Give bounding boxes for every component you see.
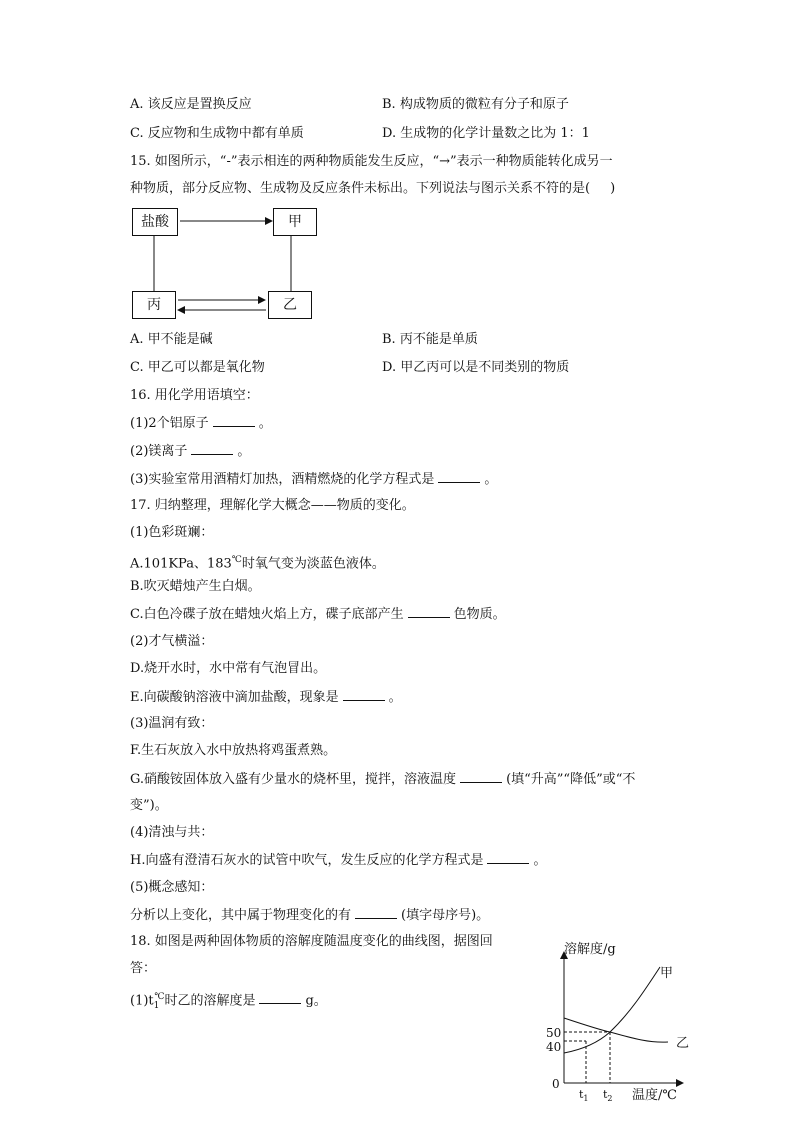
q18-stem-line2: 答：: [130, 961, 157, 976]
x-axis-label: 温度/℃: [632, 1088, 677, 1103]
q16-blank1[interactable]: [213, 414, 255, 427]
solubility-chart: [540, 935, 700, 1105]
q17-item-d: D.烧开水时，水中常有气泡冒出。: [130, 661, 327, 676]
q16-blank3[interactable]: [438, 470, 480, 483]
q17-item-g-cont: 变”)。: [130, 798, 168, 813]
x-tick-t1: $t_1$: [579, 1088, 589, 1103]
q15-diagram: [128, 205, 328, 325]
q17-item-a: A.101KPa、183℃时氧气变为淡蓝色液体。: [130, 555, 385, 572]
q15-stem-line2: [130, 180, 615, 198]
q17-section2: (2)才气横溢：: [130, 634, 214, 649]
q15-option-c: C. 甲乙可以都是氧化物: [130, 360, 265, 375]
node-bing: 丙: [132, 291, 176, 319]
q17-item-e: E.向碳酸钠溶液中滴加盐酸，现象是 。: [130, 690, 402, 705]
q16-stem: 16. 用化学用语填空：: [130, 388, 259, 403]
q17-blank-g[interactable]: [460, 770, 502, 783]
q14-option-b: B. 构成物质的微粒有分子和原子: [382, 97, 569, 112]
y-axis-label: 溶解度/g: [564, 942, 616, 957]
origin-label: 0: [552, 1077, 560, 1091]
q16-part1: (1)2个铝原子 。: [130, 416, 272, 431]
series-yi-label: 乙: [676, 1036, 690, 1051]
q17-item-b: B.吹灭蜡烛产生白烟。: [130, 579, 261, 594]
q15-option-d: D. 甲乙丙可以是不同类别的物质: [382, 360, 570, 375]
q17-stem: 17. 归纳整理，理解化学大概念——物质的变化。: [130, 498, 415, 513]
q17-item-h: H.向盛有澄清石灰水的试管中吹气，发生反应的化学方程式是 。: [130, 853, 547, 868]
q15-option-a: A. 甲不能是碱: [130, 332, 213, 347]
q15-stem-line1: 15. 如图所示，“-”表示相连的两种物质能发生反应，“→”表示一种物质能转化成另一: [130, 154, 613, 169]
q15-option-b: B. 丙不能是单质: [382, 332, 478, 347]
node-hcl: 盐酸: [132, 208, 178, 236]
q16-part3: (3)实验室常用酒精灯加热，酒精燃烧的化学方程式是 。: [130, 472, 498, 487]
q17-blank-i[interactable]: [355, 906, 397, 919]
q15-stem-text: 种物质，部分反应物、生成物及反应条件未标出。下列说法与图示关系不符的是(: [130, 181, 591, 196]
q18-blank1[interactable]: [259, 991, 301, 1004]
y-tick-40: 40: [546, 1040, 562, 1054]
series-jia-curve: [564, 967, 660, 1053]
q16-part2: (2)镁离子 。: [130, 444, 251, 459]
q17-item-c: C.白色冷碟子放在蜡烛火焰上方，碟子底部产生 色物质。: [130, 607, 506, 622]
q16-blank2[interactable]: [191, 442, 233, 455]
q17-item-g: G.硝酸铵固体放入盛有少量水的烧杯里，搅拌，溶液温度 (填“升高”“降低”或“不: [130, 772, 636, 787]
q17-blank-c[interactable]: [408, 605, 450, 618]
y-tick-50: 50: [546, 1026, 562, 1040]
node-jia: 甲: [273, 208, 317, 236]
x-tick-t2: $t_2$: [603, 1088, 613, 1103]
q18-stem-line1: 18. 如图是两种固体物质的溶解度随温度变化的曲线图，据图回: [130, 934, 493, 949]
q17-item-i: 分析以上变化，其中属于物理变化的有 (填字母序号)。: [130, 908, 490, 923]
q14-option-d: D. 生成物的化学计量数之比为 1：1: [382, 126, 590, 141]
q17-section5: (5)概念感知：: [130, 880, 214, 895]
series-jia-label: 甲: [660, 966, 674, 981]
q17-blank-h[interactable]: [487, 851, 529, 864]
q17-item-f: F.生石灰放入水中放热将鸡蛋煮熟。: [130, 743, 337, 758]
q17-blank-e[interactable]: [343, 688, 385, 701]
q17-section3: (3)温润有致：: [130, 716, 214, 731]
q17-section4: (4)清浊与共：: [130, 825, 214, 840]
q15-stem-bracket: ): [610, 181, 616, 196]
q17-section1: (1)色彩斑斓：: [130, 525, 214, 540]
q18-part1: $(1)t_1^℃$时乙的溶解度是 g。: [130, 992, 327, 1011]
node-yi: 乙: [268, 291, 312, 319]
q14-option-c: C. 反应物和生成物中都有单质: [130, 126, 304, 141]
q14-option-a: A. 该反应是置换反应: [130, 97, 252, 112]
series-yi-curve: [564, 1018, 668, 1042]
